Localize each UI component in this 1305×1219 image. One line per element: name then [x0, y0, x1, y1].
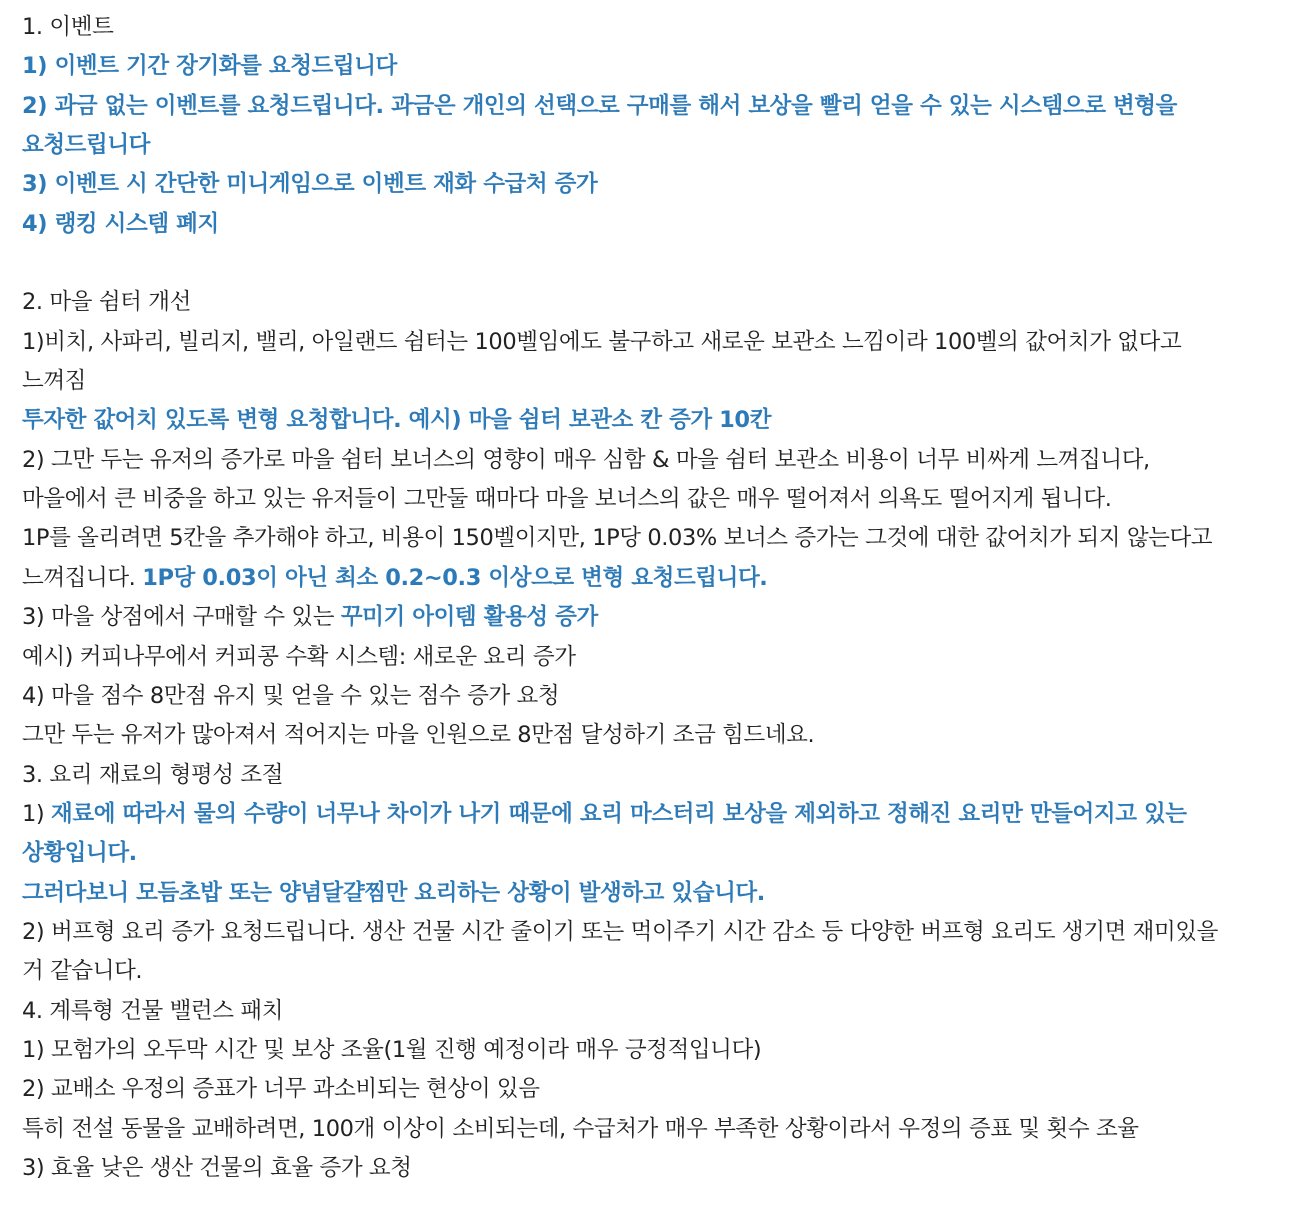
section-3-item-1-number: 1) — [22, 800, 52, 827]
section-4-item-2-cont: 특히 전설 동물을 교배하려면, 100개 이상이 소비되는데, 수급처가 매우 부족한 상황이라서 우정의 증표 및 횟수 조율 — [22, 1115, 1139, 1142]
section-3-item-1-cont-2: 그러다보니 모듬초밥 또는 양념달걀찜만 요리하는 상황이 발생하고 있습니다. — [22, 879, 765, 906]
section-2-item-2-cont: 마을에서 큰 비중을 하고 있는 유저들이 그만둘 때마다 마을 보너스의 값은 매우 떨어져서 의욕도 떨어지게 됩니다. — [22, 486, 1112, 513]
section-2-item-3-text: 3) 마을 상점에서 구매할 수 있는 — [22, 604, 341, 631]
section-2-item-1-cont: 느껴짐 — [22, 368, 87, 395]
section-3-item-1-request: 재료에 따라서 물의 수량이 너무나 차이가 나기 때문에 요리 마스터리 보상을 제외하고 정해진 요리만 만들어지고 있는 — [51, 800, 1187, 827]
section-2-item-2-cont-3 — [22, 559, 1297, 598]
section-3-item-2: 2) 버프형 요리 증가 요청드립니다. 생산 건물 시간 줄이기 또는 먹이주기 시간 감소 등 다양한 버프형 요리도 생기면 재미있을 — [22, 918, 1218, 945]
section-1-item-1: 1) 이벤트 기간 장기화를 요청드립니다 — [22, 53, 397, 80]
section-2-item-2-cont-2: 1P를 올리려면 5칸을 추가해야 하고, 비용이 150벨이지만, 1P당 0.03% 보너스 증가는 그것에 대한 값어치가 되지 않는다고 — [22, 525, 1213, 552]
section-2-item-3-request: 꾸미기 아이템 활용성 증가 — [340, 604, 598, 631]
section-2-item-1: 1)비치, 사파리, 빌리지, 밸리, 아일랜드 쉼터는 100벨임에도 불구하고 새로운 보관소 느낌이라 100벨의 값어치가 없다고 — [22, 328, 1182, 355]
section-1-item-4: 4) 랭킹 시스템 폐지 — [22, 210, 219, 237]
section-1-item-2-cont: 요청드립니다 — [22, 132, 151, 159]
section-3-item-1-cont: 상황입니다. — [22, 840, 137, 867]
document-body — [22, 8, 1297, 1188]
section-3-item-2-cont: 거 같습니다. — [22, 958, 143, 985]
section-1-item-3: 3) 이벤트 시 간단한 미니게임으로 이벤트 재화 수급처 증가 — [22, 171, 598, 198]
section-4-heading: 4. 계륵형 건물 밸런스 패치 — [22, 997, 284, 1024]
section-2-heading: 2. 마을 쉼터 개선 — [22, 289, 191, 316]
section-3-item-1 — [22, 795, 1297, 834]
section-2-item-2-request: 1P당 0.03이 아닌 최소 0.2~0.3 이상으로 변형 요청드립니다. — [142, 564, 768, 591]
section-2-item-2: 2) 그만 두는 유저의 증가로 마을 쉼터 보너스의 영향이 매우 심함 & 마을 쉼터 보관소 비용이 너무 비싸게 느껴집니다, — [22, 446, 1150, 473]
section-2-item-4-cont: 그만 두는 유저가 많아져서 적어지는 마을 인원으로 8만점 달성하기 조금 힘드네요. — [22, 722, 815, 749]
section-1-item-2: 2) 과금 없는 이벤트를 요청드립니다. 과금은 개인의 선택으로 구매를 해서 보상을 빨리 얻을 수 있는 시스템으로 변형을 — [22, 92, 1177, 119]
spacer — [22, 244, 1297, 283]
section-2-item-3-example: 예시) 커피나무에서 커피콩 수확 시스템: 새로운 요리 증가 — [22, 643, 576, 670]
section-4-item-1: 1) 모험가의 오두막 시간 및 보상 조율(1월 진행 예정이라 매우 긍정적입니다) — [22, 1036, 762, 1063]
section-2-item-2-text: 느껴집니다. — [22, 564, 143, 591]
section-2-item-4: 4) 마을 점수 8만점 유지 및 얻을 수 있는 점수 증가 요청 — [22, 682, 560, 709]
section-2-item-3 — [22, 598, 1297, 637]
section-4-item-3: 3) 효율 낮은 생산 건물의 효율 증가 요청 — [22, 1154, 412, 1181]
section-2-item-1-request: 투자한 값어치 있도록 변형 요청합니다. 예시) 마을 쉼터 보관소 칸 증가 10칸 — [22, 407, 772, 434]
section-4-item-2: 2) 교배소 우정의 증표가 너무 과소비되는 현상이 있음 — [22, 1076, 540, 1103]
section-3-heading: 3. 요리 재료의 형평성 조절 — [22, 761, 284, 788]
section-1-heading: 1. 이벤트 — [22, 14, 114, 40]
